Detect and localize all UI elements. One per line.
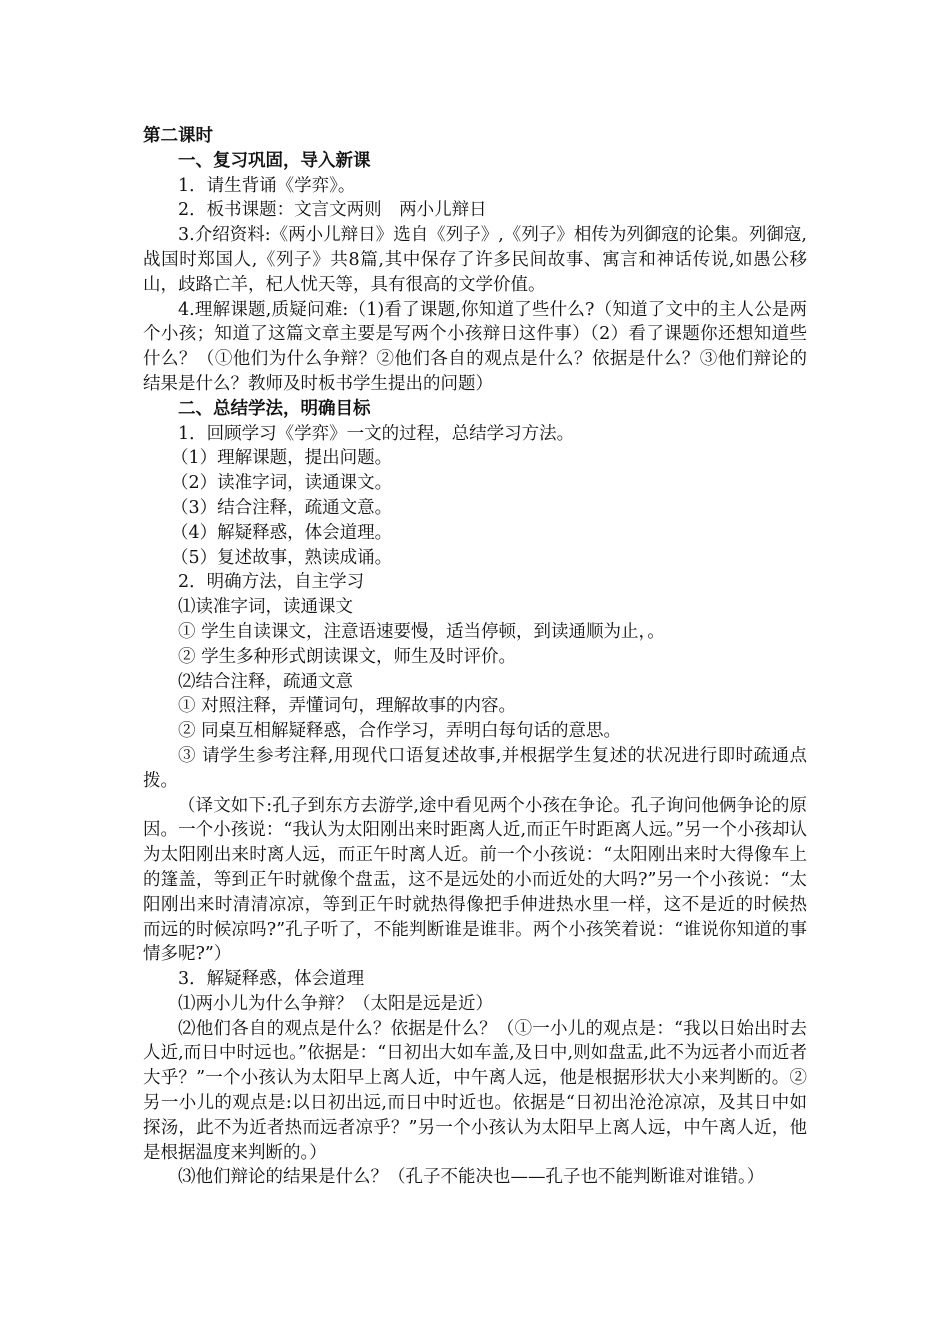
paragraph: 2．明确方法，自主学习 xyxy=(178,572,365,593)
paragraph: （1）理解课题，提出问题。 xyxy=(171,448,393,469)
paragraph: 3.介绍资料:《两小儿辩日》选自《列子》,《列子》相传为列御寇的论集。列御寇,战国时郑国人,《列子》共8篇,其中保存了许多民间故事、寓言和神话传说,如愚公移山，歧路亡羊，杞人忧天等，具有很高的文学价值。 xyxy=(143,225,807,295)
paragraph: （译文如下:孔子到东方去游学,途中看见两个小孩在争论。孔子询问他俩争论的原因。一个小孩说：“我认为太阳刚出来时距离人近,而正午时距离人远。”另一个小孩却认为太阳刚出来时离人远，而正午时离人近。前一个小孩说：“太阳刚出来时大得像车上的篷盖，等到正午时就像个盘盂，这不是远处的小而近处的大吗?”另一个小孩说：“太阳刚出来时清清凉凉，等到正午时就热得像把手伸进热水里一样，这不是近的时候热而远的时候凉吗?”孔子听了，不能判断谁是谁非。两个小孩笑着说：“谁说你知道的事情多呢?”） xyxy=(143,795,807,965)
document-body xyxy=(143,124,807,1190)
paragraph: ⑶他们辩论的结果是什么？（孔子不能决也——孔子也不能判断谁对谁错。） xyxy=(178,1167,765,1188)
paragraph: （5）复述故事，熟读成诵。 xyxy=(171,547,393,568)
paragraph: （3）结合注释，疏通文意。 xyxy=(171,497,393,518)
paragraph: （2）读准字词，读通课文。 xyxy=(171,473,393,494)
paragraph: 3．解疑释惑，体会道理 xyxy=(178,969,365,990)
paragraph: 4.理解课题,质疑问难:（1)看了课题,你知道了些什么?（知道了文中的主人公是两个小孩；知道了这篇文章主要是写两个小孩辩日这件事）（2）看了课题你还想知道些什么？（①他们为什么争辩？②他们各自的观点是什么？依据是什么？③他们辩论的结果是什么？教师及时板书学生提出的问题） xyxy=(143,299,807,394)
page-title: 第二课时 xyxy=(143,126,213,146)
paragraph: ⑴读准字词，读通课文 xyxy=(178,597,353,618)
paragraph: ⑵他们各自的观点是什么？依据是什么？（①一小儿的观点是：“我以日始出时去人近,而日中时远也。”依据是：“日初出大如车盖,及日中,则如盘盂,此不为远者小而近者大乎？”一个小孩认为太阳早上离人近，中午离人远，他是根据形状大小来判断的。②另一小儿的观点是:以日初出远,而日中时近也。依据是“日初出沧沧凉凉，及其日中如探汤，此不为近者热而远者凉乎？”另一个小孩认为太阳早上离人远，中午离人近，他是根据温度来判断的。） xyxy=(143,1018,807,1163)
paragraph: 1．回顾学习《学弈》一文的过程，总结学习方法。 xyxy=(178,423,575,444)
paragraph: ② 同桌互相解疑释惑，合作学习，弄明白每句话的意思。 xyxy=(178,721,622,742)
paragraph-list xyxy=(143,149,807,1190)
paragraph: 1．请生背诵《学弈》。 xyxy=(178,175,356,196)
paragraph: ⑵结合注释，疏通文意 xyxy=(178,671,353,692)
paragraph: 一、复习巩固，导入新课 xyxy=(178,150,371,171)
paragraph: （4）解疑释惑，体会道理。 xyxy=(171,522,393,543)
paragraph: ③ 请学生参考注释,用现代口语复述故事,并根据学生复述的状况进行即时疏通点拨。 xyxy=(143,745,807,791)
paragraph: ⑴两小儿为什么争辩？（太阳是远是近） xyxy=(178,993,493,1014)
paragraph: 二、总结学法，明确目标 xyxy=(178,398,371,419)
paragraph: ① 对照注释，弄懂词句，理解故事的内容。 xyxy=(178,696,517,717)
paragraph: ② 学生多种形式朗读课文，师生及时评价。 xyxy=(178,646,517,667)
paragraph: ① 学生自读课文，注意语速要慢，适当停顿，到读通顺为止，。 xyxy=(178,621,665,642)
paragraph: 2．板书课题：文言文两则 两小儿辩日 xyxy=(178,200,487,221)
